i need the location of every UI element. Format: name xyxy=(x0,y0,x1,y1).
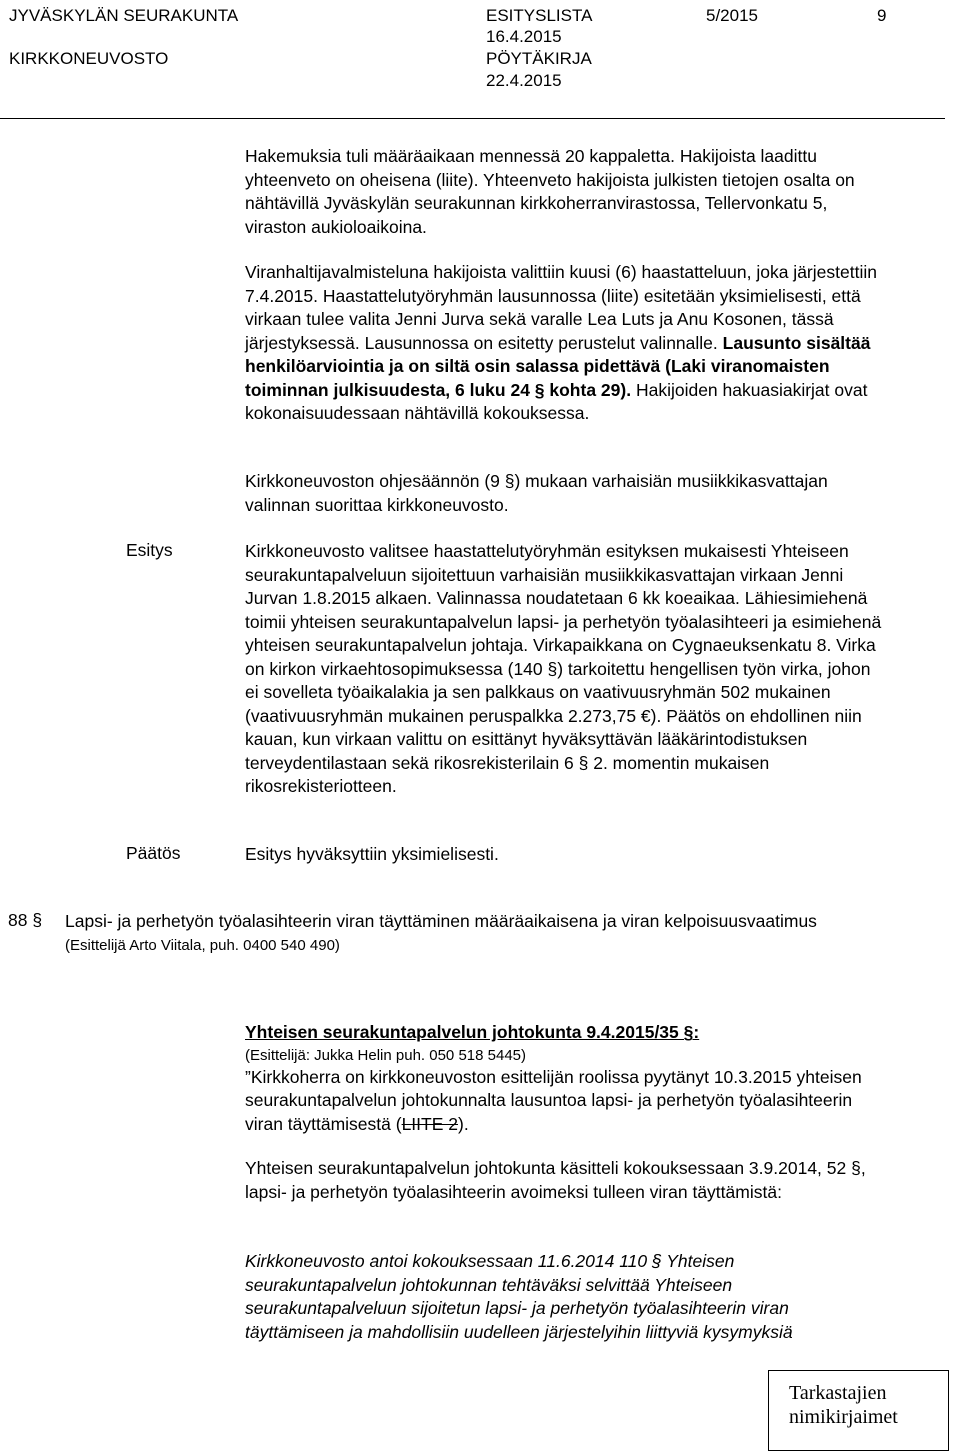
initials-line-2: nimikirjaimet xyxy=(789,1406,898,1428)
proposal-label: Esitys xyxy=(126,540,173,560)
section-title: Lapsi- ja perhetyön työalasihteerin viran täyttäminen määräaikaisena ja viran kelpoisuusvaatimus xyxy=(65,911,817,931)
org-name: JYVÄSKYLÄN SEURAKUNTA xyxy=(9,6,239,25)
meeting-number: 5/2015 xyxy=(706,6,758,25)
decision-label: Päätös xyxy=(126,843,181,863)
board-text-2: Yhteisen seurakuntapalvelun johtokunta käsitteli kokouksessaan 3.9.2014, 52 §, lapsi- ja perhetyön työalasihteerin avoimeksi tulleen viran täyttämistä: xyxy=(245,1158,866,1202)
proposal-paragraph xyxy=(245,540,885,799)
board-paragraph-2 xyxy=(245,1157,885,1204)
page-number: 9 xyxy=(877,6,887,25)
body-name: KIRKKONEUVOSTO xyxy=(9,49,169,68)
board-presenter: (Esittelijä: Jukka Helin puh. 050 518 5445) xyxy=(245,1046,527,1064)
initials-line-1: Tarkastajien xyxy=(789,1382,887,1404)
agenda-date: 16.4.2015 xyxy=(486,27,562,46)
board-italic-paragraph xyxy=(245,1250,885,1344)
attachment-ref: LIITE 2 xyxy=(401,1113,458,1134)
minutes-date: 22.4.2015 xyxy=(486,71,562,90)
section-presenter: (Esittelijä Arto Viitala, puh. 0400 540 490) xyxy=(65,936,340,954)
header-divider xyxy=(0,118,945,119)
applications-text: Hakemuksia tuli määräaikaan mennessä 20 kappaletta. Hakijoista laadittu yhteenveto on oheisena (liite). Yhteenveto hakijoista julkisten tietojen osalta on nähtävillä Jyväskylän seurakunnan kirkkoherranvirastossa, Tellervonkatu 5, viraston aukioloaikoina. xyxy=(245,146,855,237)
board-block xyxy=(245,1021,885,1136)
board-quote: ”Kirkkoherra on kirkkoneuvoston esittelijän roolissa pyytänyt 10.3.2015 yhteisen seurakuntapalvelun johtokunnalta lausuntoa lapsi- ja perhetyön työalasihteerin viran täyttämisestä (LIITE 2). xyxy=(245,1066,862,1134)
minutes-label: PÖYTÄKIRJA xyxy=(486,49,592,68)
interview-text: Viranhaltijavalmisteluna hakijoista valittiin kuusi (6) haastatteluun, joka järjestettiin 7.4.2015. Haastattelutyöryhmän lausunnossa (liite) esitetään yksimielisesti, että virkaan tulee valita Jenni Jurva sekä varalle Lea Luts ja Anu Kosonen, tässä järjestyksessä. Lausunnossa on esitetty perustelut valinnalle. Lausunto sisältää henkilöarviointia ja on siltä osin salassa pidettävä (Laki viranomaisten toiminnan julkisuudesta, 6 luku 24 § kohta 29). Hakijoiden hakuasiakirjat ovat kokonaisuudessaan nähtävillä kokouksessa. xyxy=(245,262,877,423)
interview-paragraph xyxy=(245,261,885,426)
agenda-label: ESITYSLISTA xyxy=(486,6,593,25)
proposal-text: Kirkkoneuvosto valitsee haastattelutyöryhmän esityksen mukaisesti Yhteiseen seurakuntapalveluun sijoitettuun varhaisiän musiikkikasvattajan virkaan Jenni Jurvan 1.8.2015 alkaen. Valinnassa noudatetaan 6 kk koeaikaa. Lähiesimiehenä toimii yhteisen seurakuntapalvelun lapsi- ja perhetyön työalasihteeri ja esimiehenä yhteisen seurakuntapalvelun johtaja. Virkapaikkana on Cygnaeuksenkatu 8. Virka on kirkon virkaehtosopimuksessa (140 §) tarkoitettu hengellisen työn virka, johon ei sovelleta työaikalakia ja sen palkkaus on vaativuusryhmän 502 mukainen (vaativuusryhmän mukainen peruspalkka 2.273,75 €). Päätös on ehdollinen niin kauan, kun virkaan valittu on esittänyt hyväksyttävän lääkärintodistuksen terveydentilastaan sekä rikosrekisterilain 6 § 2. momentin mukaisen rikosrekisteriotteen. xyxy=(245,541,882,796)
rules-paragraph xyxy=(245,470,885,517)
section-number: 88 § xyxy=(8,910,43,930)
applications-paragraph xyxy=(245,145,885,239)
section-title-block xyxy=(65,910,885,957)
initials-box xyxy=(768,1370,949,1451)
board-italic-text: Kirkkoneuvosto antoi kokouksessaan 11.6.2014 110 § Yhteisen seurakuntapalvelun johtokunnan tehtäväksi selvittää Yhteiseen seurakuntapalveluun sijoitetun lapsi- ja perhetyön työalasihteerin viran täyttämiseen ja mahdollisiin uudelleen järjestelyihin liittyviä kysymyksiä xyxy=(245,1251,793,1342)
decision-text: Esitys hyväksyttiin yksimielisesti. xyxy=(245,844,499,864)
board-heading: Yhteisen seurakuntapalvelun johtokunta 9.4.2015/35 §: xyxy=(245,1022,700,1042)
confidential-notice: Lausunto sisältää henkilöarviointia ja on siltä osin salassa pidettävä (Laki viranomaisten toiminnan julkisuudesta, 6 luku 24 § kohta 29). xyxy=(245,332,871,400)
rules-text: Kirkkoneuvoston ohjesäännön (9 §) mukaan varhaisiän musiikkikasvattajan valinnan suorittaa kirkkoneuvosto. xyxy=(245,471,828,515)
decision-paragraph xyxy=(245,843,885,867)
